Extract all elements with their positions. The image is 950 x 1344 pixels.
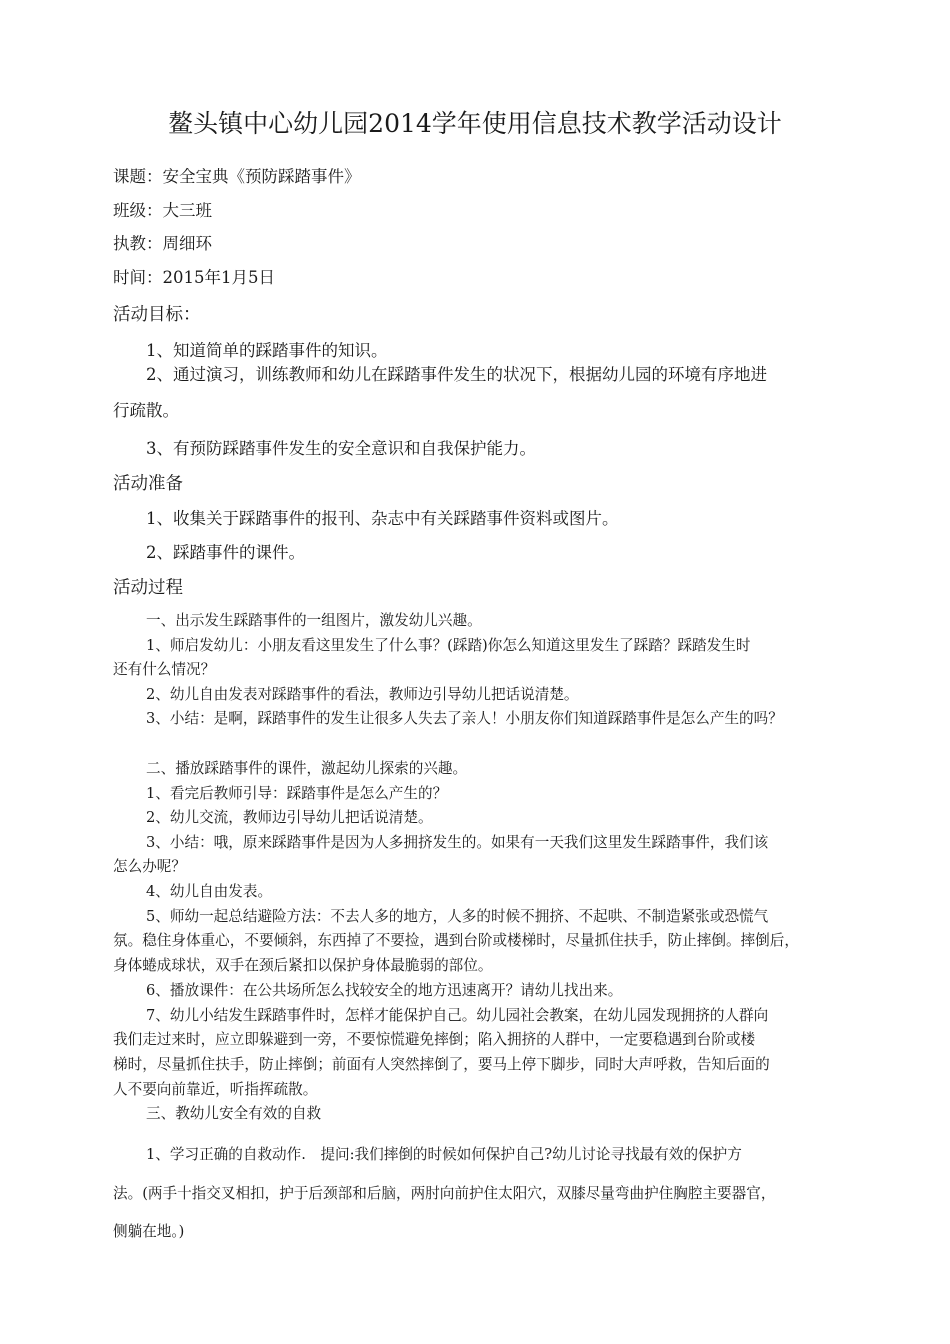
process-part2-line: 2、幼儿交流，教师边引导幼儿把话说清楚。 [146, 809, 433, 826]
process-part3-line: 法。(两手十指交叉相扣，护于后颈部和后脑，两肘向前护住太阳穴，双膝尽量弯曲护住胸腔主要器官， [113, 1185, 776, 1202]
process-part1-line: 还有什么情况？ [113, 661, 216, 678]
preparation-heading: 活动准备 [113, 474, 183, 494]
goal-line-2-cont: 行疏散。 [113, 401, 179, 420]
goal-line-2: 2、通过演习，训练教师和幼儿在踩踏事件发生的状况下，根据幼儿园的环境有序地进 [146, 365, 767, 384]
goal-line-3: 3、有预防踩踏事件发生的安全意识和自我保护能力。 [146, 439, 536, 458]
process-part1-line: 1、师启发幼儿：小朋友看这里发生了什么事？(踩踏)你怎么知道这里发生了踩踏？踩踏发生时 [146, 637, 751, 654]
info-date: 时间：2015年1月5日 [113, 268, 275, 287]
process-part3-heading: 三、教幼儿安全有效的自救 [146, 1105, 322, 1122]
preparation-line-2: 2、踩踏事件的课件。 [146, 543, 305, 562]
preparation-line-1: 1、收集关于踩踏事件的报刊、杂志中有关踩踏事件资料或图片。 [146, 509, 619, 528]
process-part2-line: 6、播放课件：在公共场所怎么找较安全的地方迅速离开？请幼儿找出来。 [146, 982, 623, 999]
info-teacher: 执教：周细环 [113, 234, 212, 253]
process-part2-line: 4、幼儿自由发表。 [146, 883, 273, 900]
process-part2-line: 人不要向前靠近，听指挥疏散。 [113, 1081, 318, 1098]
process-part1-line: 3、小结：是啊，踩踏事件的发生让很多人失去了亲人！小朋友你们知道踩踏事件是怎么产生的吗？ [146, 710, 783, 727]
process-part3-line: 侧躺在地。) [113, 1223, 185, 1240]
process-part2-line: 梯时，尽量抓住扶手，防止摔倒；前面有人突然摔倒了，要马上停下脚步，同时大声呼救，告知后面的 [113, 1056, 770, 1073]
goals-heading: 活动目标： [113, 305, 201, 325]
info-topic: 课题：安全宝典《预防踩踏事件》 [113, 167, 361, 186]
process-heading: 活动过程 [113, 578, 183, 598]
process-part2-heading: 二、播放踩踏事件的课件，激起幼儿探索的兴趣。 [146, 760, 468, 777]
process-part2-line: 我们走过来时，应立即躲避到一旁，不要惊慌避免摔倒；陷入拥挤的人群中，一定要稳遇到台阶或楼 [113, 1031, 756, 1048]
process-part2-line: 1、看完后教师引导：踩踏事件是怎么产生的？ [146, 785, 448, 802]
process-part3-line: 1、学习正确的自救动作. 提问:我们摔倒的时候如何保护自己?幼儿讨论寻找最有效的保护方 [146, 1146, 742, 1163]
process-part1-heading: 一、出示发生踩踏事件的一组图片，激发幼儿兴趣。 [146, 612, 482, 629]
process-part1-line: 2、幼儿自由发表对踩踏事件的看法，教师边引导幼儿把话说清楚。 [146, 686, 579, 703]
process-part2-line: 3、小结：哦，原来踩踏事件是因为人多拥挤发生的。如果有一天我们这里发生踩踏事件，我们该 [146, 834, 769, 851]
document-title: 鳌头镇中心幼儿园2014学年使用信息技术教学活动设计 [168, 109, 782, 138]
process-part2-line: 氛。稳住身体重心，不要倾斜，东西掉了不要捡，遇到台阶或楼梯时，尽量抓住扶手，防止摔倒。摔倒后， [113, 932, 799, 949]
process-part2-line: 怎么办呢？ [113, 858, 186, 875]
process-part2-line: 身体蜷成球状，双手在颈后紧扣以保护身体最脆弱的部位。 [113, 957, 493, 974]
goal-line-1: 1、知道简单的踩踏事件的知识。 [146, 341, 388, 360]
process-part2-line: 5、师幼一起总结避险方法：不去人多的地方，人多的时候不拥挤、不起哄、不制造紧张或恐慌气 [146, 908, 769, 925]
process-part2-line: 7、幼儿小结发生踩踏事件时，怎样才能保护自己。幼儿园社会教案，在幼儿园发现拥挤的人群向 [146, 1007, 769, 1024]
info-class: 班级：大三班 [113, 201, 212, 220]
